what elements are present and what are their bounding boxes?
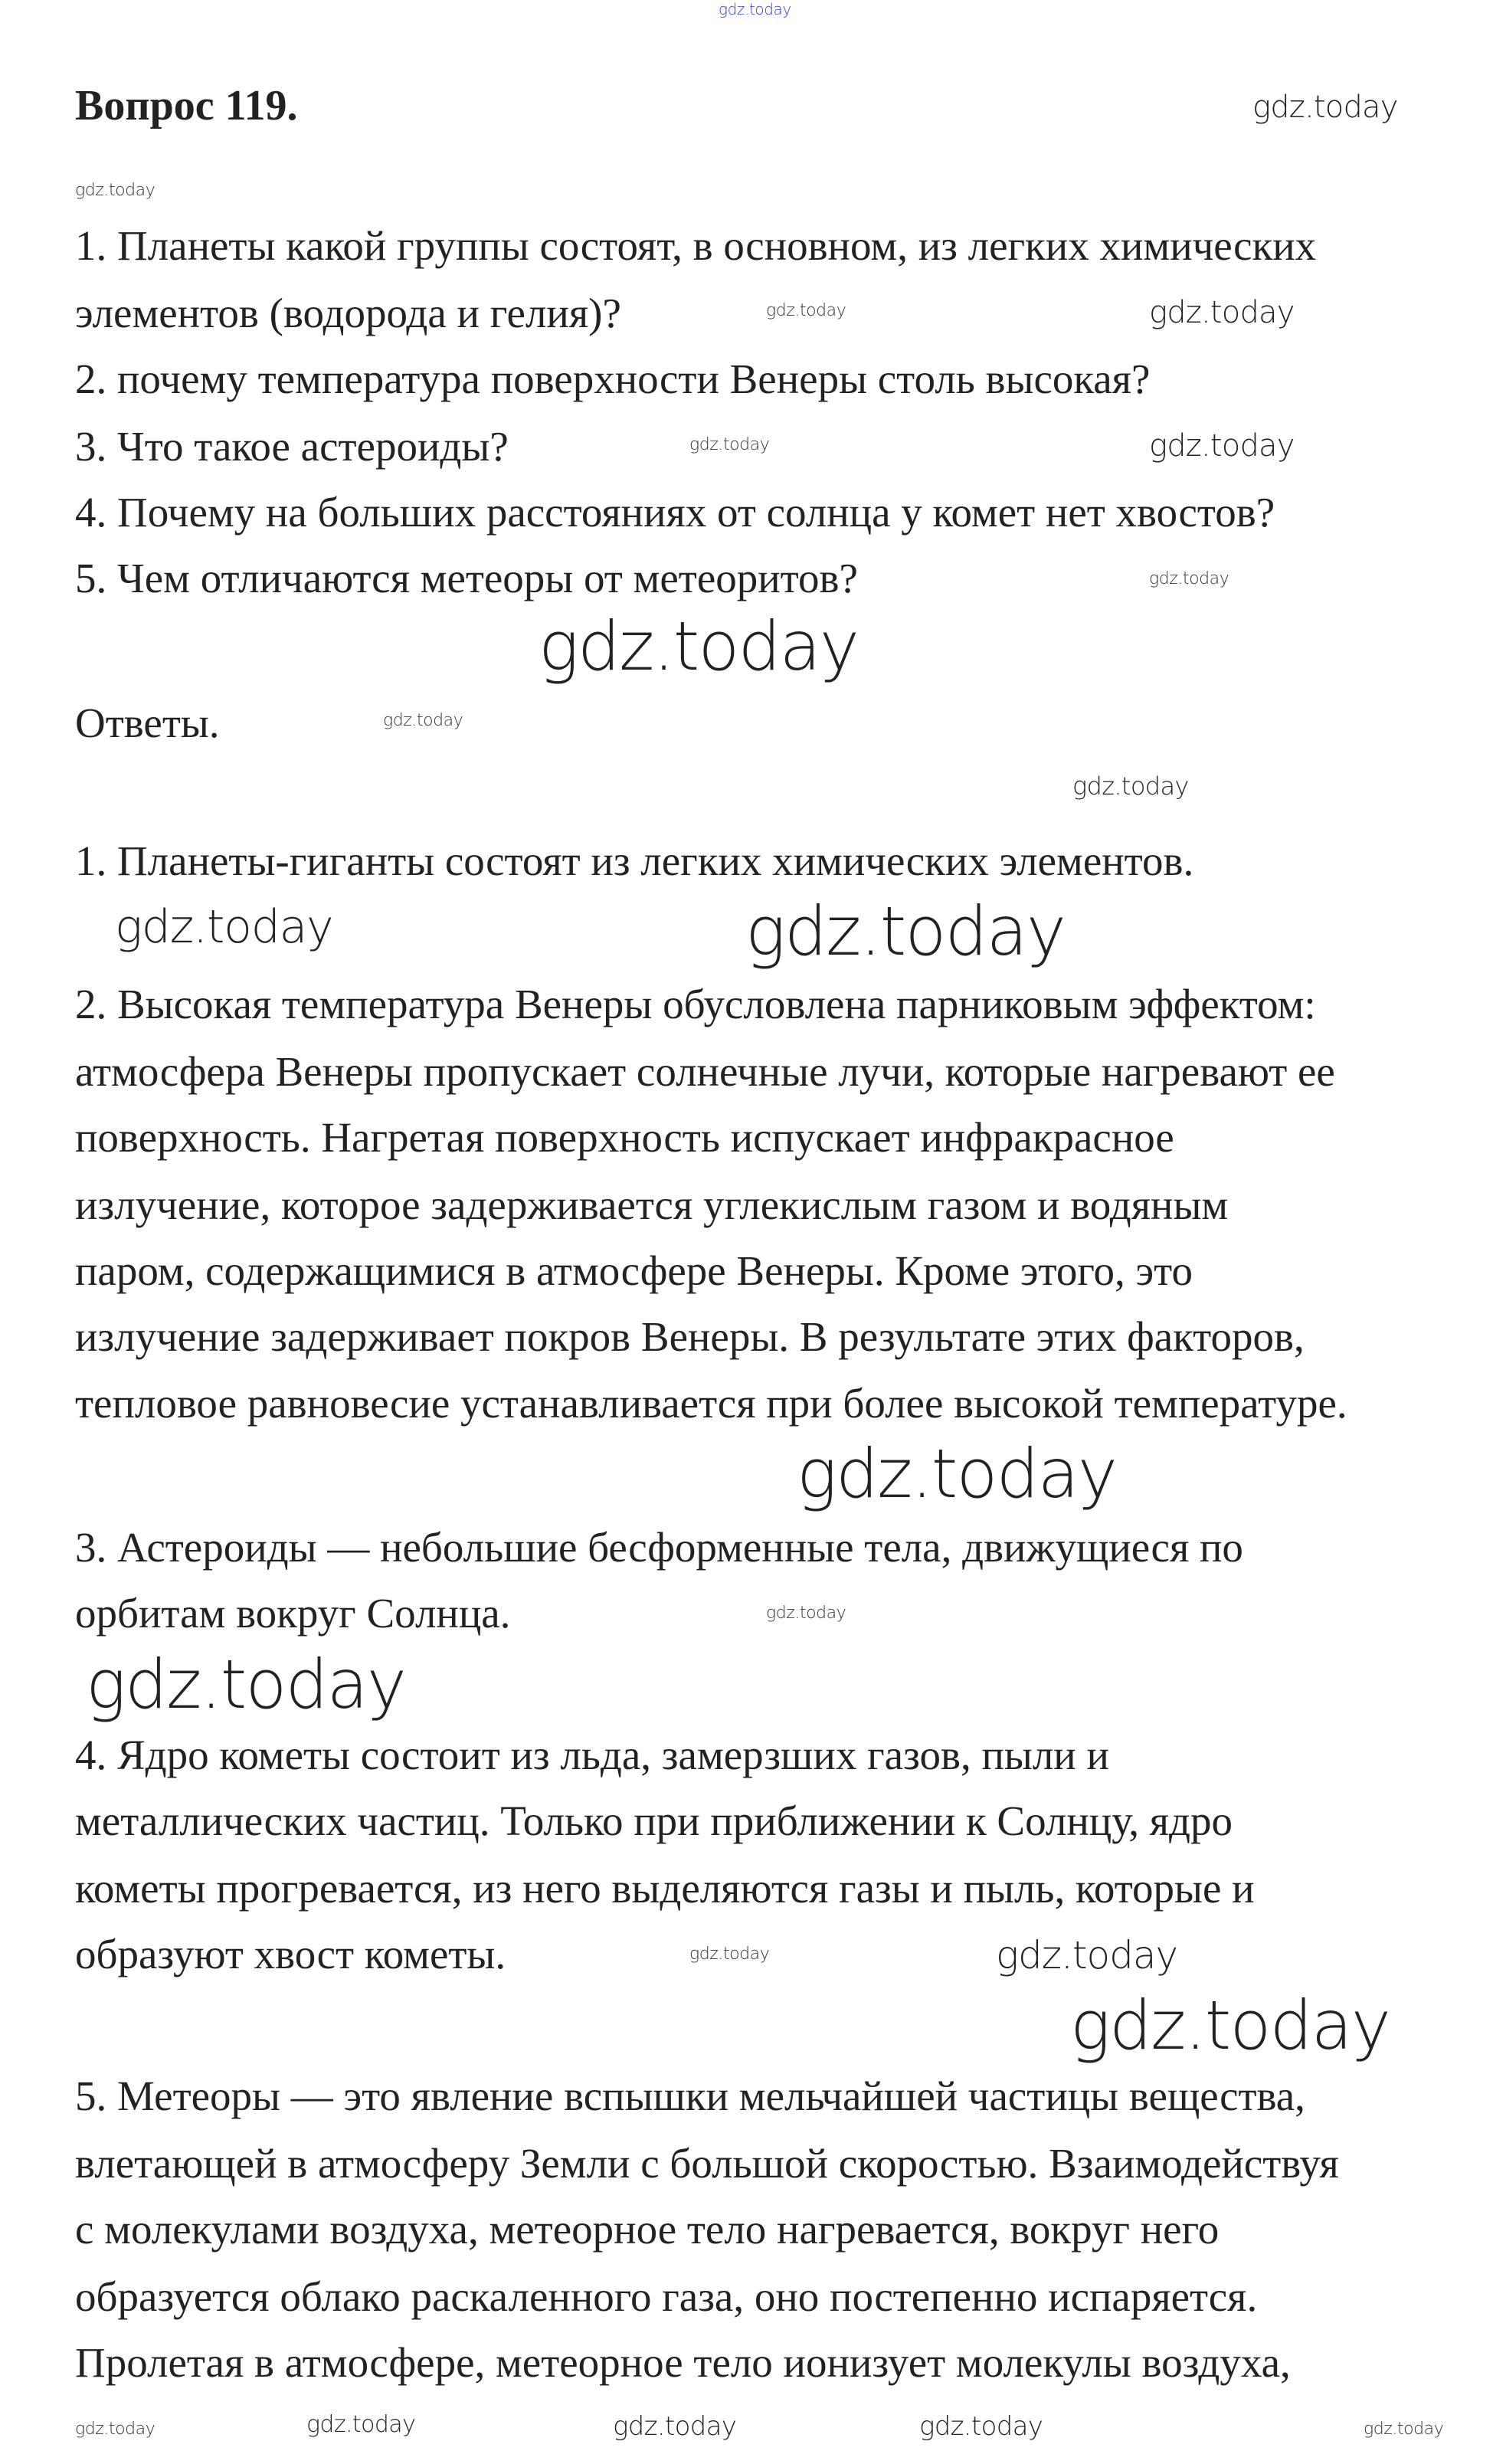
question-line: 4. Почему на больших расстояниях от солнца у комет нет хвостов? (75, 489, 1275, 536)
watermark: gdz.today (1252, 90, 1398, 125)
watermark: gdz.today (719, 0, 791, 18)
watermark: gdz.today (1072, 772, 1189, 801)
watermark: gdz.today (745, 892, 1066, 971)
answer-line: металлических частиц. Только при приближении к Солнцу, ядро (75, 1797, 1233, 1844)
watermark: gdz.today (689, 435, 770, 454)
answer-line: тепловое равновесие устанавливается при более высокой температуре. (75, 1380, 1347, 1427)
answer-line: 4. Ядро кометы состоит из льда, замерзших газов, пыли и (75, 1732, 1109, 1778)
answer-line: 2. Высокая температура Венеры обусловлена парниковым эффектом: (75, 981, 1316, 1027)
answer-line: Пролетая в атмосфере, метеорное тело ионизует молекулы воздуха, (75, 2339, 1291, 2386)
page-title: Вопрос 119. (75, 82, 298, 129)
watermark: gdz.today (996, 1933, 1178, 1977)
answer-line: 3. Астероиды — небольшие бесформенные тела, движущиеся по (75, 1524, 1243, 1571)
watermark: gdz.today (797, 1434, 1117, 1513)
answer-line: кометы прогревается, из него выделяются газы и пыль, которые и (75, 1865, 1255, 1912)
answer-line: паром, содержащимися в атмосфере Венеры. Кроме этого, это (75, 1247, 1193, 1294)
watermark: gdz.today (1149, 295, 1295, 330)
answer-line: излучение задерживает покров Венеры. В результате этих факторов, (75, 1313, 1305, 1360)
answer-line: 5. Метеоры — это явление вспышки мельчайшей частицы вещества, (75, 2072, 1305, 2119)
watermark: gdz.today (613, 2411, 737, 2442)
answer-line: с молекулами воздуха, метеорное тело нагревается, вокруг него (75, 2206, 1220, 2253)
answer-line: 1. Планеты-гиганты состоят из легких химических элементов. (75, 837, 1194, 884)
watermark: gdz.today (75, 181, 156, 200)
watermark: gdz.today (383, 711, 463, 730)
watermark: gdz.today (1149, 428, 1295, 464)
answer-line: атмосфера Венеры пропускает солнечные лучи, которые нагревают ее (75, 1048, 1335, 1095)
watermark: gdz.today (766, 301, 846, 320)
answer-line: образуется облако раскаленного газа, оно постепенно испаряется. (75, 2273, 1258, 2320)
watermark: gdz.today (115, 900, 333, 954)
watermark: gdz.today (766, 1604, 846, 1623)
watermark: gdz.today (689, 1945, 770, 1964)
question-line: 2. почему температура поверхности Венеры столь высокая? (75, 356, 1151, 402)
answer-line: поверхность. Нагретая поверхность испускает инфракрасное (75, 1114, 1174, 1161)
watermark: gdz.today (306, 2411, 416, 2438)
answer-line: образуют хвост кометы. (75, 1931, 506, 1977)
answer-line: влетающей в атмосферу Земли с большой скоростью. Взаимодействуя (75, 2140, 1339, 2187)
watermark: gdz.today (1364, 2420, 1444, 2439)
question-line: 3. Что такое астероиды? (75, 423, 509, 470)
question-line: элементов (водорода и гелия)? (75, 290, 621, 336)
answer-line: орбитам вокруг Солнца. (75, 1590, 511, 1637)
answers-heading: Ответы. (75, 700, 220, 746)
watermark: gdz.today (539, 607, 859, 686)
watermark: gdz.today (1070, 1986, 1390, 2065)
watermark: gdz.today (919, 2411, 1043, 2442)
question-line: 1. Планеты какой группы состоят, в основном, из легких химических (75, 222, 1317, 269)
question-line: 5. Чем отличаются метеоры от метеоритов? (75, 555, 858, 601)
watermark: gdz.today (86, 1645, 406, 1724)
watermark: gdz.today (1149, 569, 1229, 588)
watermark: gdz.today (75, 2420, 156, 2439)
answer-line: излучение, которое задерживается углекислым газом и водяным (75, 1181, 1229, 1228)
